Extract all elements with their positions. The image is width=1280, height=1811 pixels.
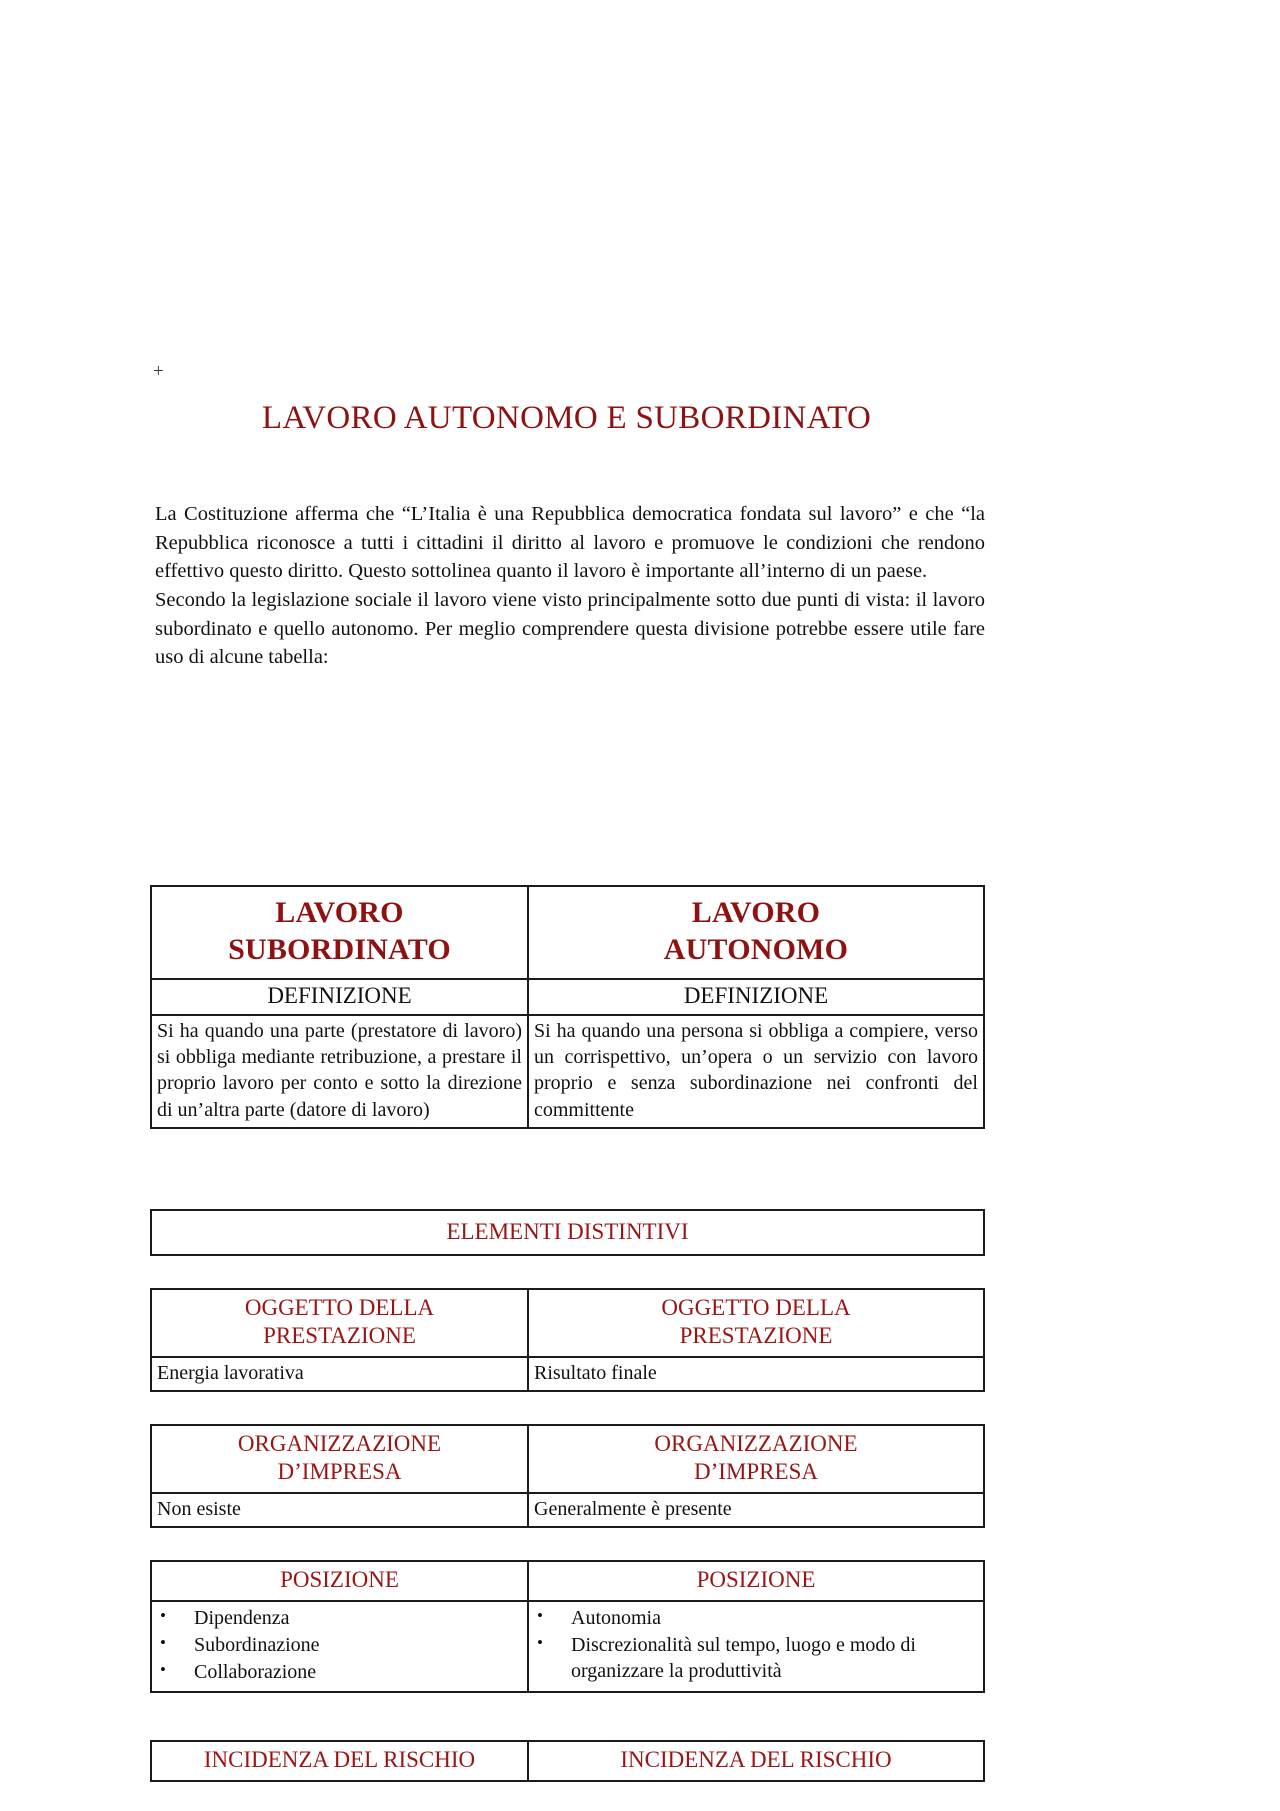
list-item xyxy=(158,1659,521,1685)
list-item-label: Dipendenza xyxy=(194,1607,290,1630)
table-definizione xyxy=(150,885,985,1129)
bullet-icon: • xyxy=(160,1660,166,1680)
definizione-body-left: Si ha quando una parte (prestatore di lavoro) si obbliga mediante retribuzione, a prestare il proprio lavoro per conto e sotto la direzione di un’altra parte (datore di lavoro) xyxy=(151,1015,528,1129)
list-item xyxy=(535,1632,977,1684)
bullet-list-autonomo xyxy=(529,1602,983,1690)
table-row xyxy=(151,1210,984,1255)
header-posizione-left: POSIZIONE xyxy=(151,1561,528,1601)
header-organizzazione-left xyxy=(151,1425,528,1493)
list-item-label: Autonomia xyxy=(571,1607,661,1630)
table-row xyxy=(151,1425,984,1493)
header-line-1: ORGANIZZAZIONE xyxy=(237,1431,442,1456)
table-row xyxy=(151,979,984,1014)
page-title: LAVORO AUTONOMO E SUBORDINATO xyxy=(261,400,872,436)
header-line-1: OGGETTO DELLA xyxy=(244,1295,435,1320)
intro-paragraph-1: La Costituzione afferma che “L’Italia è una Repubblica democratica fondata sul lavoro” e che “la Repubblica riconosce a tutti i cittadini il diritto al lavoro e promuove le condizioni che rendono effettivo questo diritto. Questo sottolinea quanto il lavoro è importante all’interno di un paese. xyxy=(155,503,985,583)
table-row xyxy=(151,1015,984,1129)
header-line-2: PRESTAZIONE xyxy=(263,1323,416,1349)
list-item-label: Collaborazione xyxy=(194,1661,317,1684)
oggetto-body-left: Energia lavorativa xyxy=(151,1357,528,1391)
table-row xyxy=(151,1493,984,1527)
oggetto-body-right: Risultato finale xyxy=(528,1357,984,1391)
subheader-definizione-left: DEFINIZIONE xyxy=(151,979,528,1014)
header-oggetto-right xyxy=(528,1289,984,1357)
header-line-2: D’IMPRESA xyxy=(694,1459,818,1485)
elementi-distintivi-label: ELEMENTI DISTINTIVI xyxy=(151,1210,984,1255)
intro-text-block xyxy=(155,500,985,672)
table-row xyxy=(151,1601,984,1692)
header-line-2: AUTONOMO xyxy=(663,932,849,966)
table-incidenza-rischio xyxy=(150,1740,985,1782)
table-row xyxy=(151,1289,984,1357)
list-item-label: Discrezionalità sul tempo, luogo e modo di organizzare la produttività xyxy=(571,1634,916,1683)
bullet-icon: • xyxy=(160,1633,166,1653)
subheader-definizione-right: DEFINIZIONE xyxy=(528,979,984,1014)
header-line-1: OGGETTO DELLA xyxy=(661,1295,851,1320)
list-item-label: Subordinazione xyxy=(194,1634,320,1657)
header-lavoro-subordinato xyxy=(151,886,528,979)
table-row xyxy=(151,886,984,979)
definizione-body-right: Si ha quando una persona si obbliga a compiere, verso un corrispettivo, un’opera o un servizio con lavoro proprio e senza subordinazione nei confronti del committente xyxy=(528,1015,984,1129)
organizzazione-body-right: Generalmente è presente xyxy=(528,1493,984,1527)
table-organizzazione-impresa xyxy=(150,1424,985,1528)
list-item xyxy=(535,1605,977,1631)
bullet-icon: • xyxy=(160,1606,166,1626)
list-item xyxy=(158,1632,521,1658)
posizione-bullets-right xyxy=(528,1601,984,1692)
posizione-bullets-left xyxy=(151,1601,528,1692)
header-line-2: D’IMPRESA xyxy=(277,1459,402,1485)
band-elementi-distintivi xyxy=(150,1209,985,1256)
header-line-1: LAVORO xyxy=(691,896,821,929)
bullet-icon: • xyxy=(537,1633,543,1653)
stray-plus-mark: + xyxy=(153,361,164,382)
list-item xyxy=(158,1605,521,1631)
header-organizzazione-right xyxy=(528,1425,984,1493)
bullet-list-subordinato xyxy=(152,1602,527,1691)
header-line-2: SUBORDINATO xyxy=(228,932,451,966)
bullet-icon: • xyxy=(537,1606,543,1626)
table-row xyxy=(151,1561,984,1601)
header-lavoro-autonomo xyxy=(528,886,984,979)
header-incidenza-left: INCIDENZA DEL RISCHIO xyxy=(151,1741,528,1781)
table-oggetto-prestazione xyxy=(150,1288,985,1392)
header-line-1: LAVORO xyxy=(275,896,404,929)
intro-paragraph-2: Secondo la legislazione sociale il lavoro viene visto principalmente sotto due punti di vista: il lavoro subordinato e quello autonomo. Per meglio comprendere questa divisione potrebbe essere utile fare uso di alcune tabella: xyxy=(155,589,985,669)
header-line-1: ORGANIZZAZIONE xyxy=(654,1431,858,1456)
header-oggetto-left xyxy=(151,1289,528,1357)
organizzazione-body-left: Non esiste xyxy=(151,1493,528,1527)
header-posizione-right: POSIZIONE xyxy=(528,1561,984,1601)
table-posizione xyxy=(150,1560,985,1693)
table-row xyxy=(151,1741,984,1781)
header-incidenza-right: INCIDENZA DEL RISCHIO xyxy=(528,1741,984,1781)
table-row xyxy=(151,1357,984,1391)
header-line-2: PRESTAZIONE xyxy=(679,1323,833,1349)
